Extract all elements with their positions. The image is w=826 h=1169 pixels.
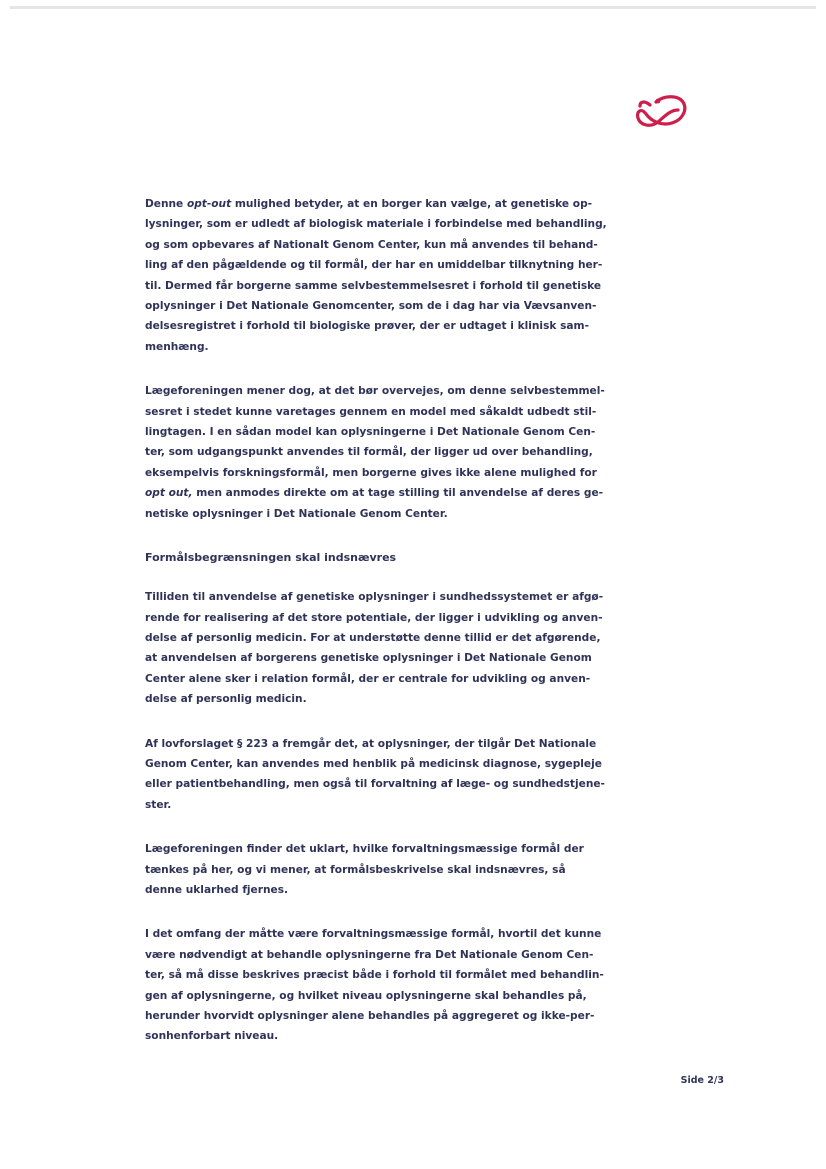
body-paragraph (145, 839, 600, 900)
body-paragraph (145, 194, 607, 357)
text-line (145, 1006, 600, 1026)
text-segment: Lægeforeningen mener dog, at det bør overvejes, om denne selvbestemmel- (145, 385, 605, 398)
text-segment: Tilliden til anvendelse af genetiske oplysninger i sundhedssystemet er afgø- (145, 591, 604, 604)
text-line (145, 648, 600, 668)
text-segment: oplysninger i Det Nationale Genomcenter, som de i dag har via Vævsanven- (145, 300, 597, 313)
text-line (145, 689, 600, 709)
text-segment: at anvendelsen af borgerens genetiske oplysninger i Det Nationale Genom (145, 652, 592, 665)
text-segment: denne uklarhed fjernes. (145, 883, 289, 896)
text-line (145, 880, 600, 900)
text-line (145, 774, 605, 794)
text-line (145, 734, 600, 754)
text-segment: Af lovforslaget § 223 a fremgår det, at oplysninger, der tilgår Det Nationale (145, 737, 597, 750)
text-line (145, 945, 600, 965)
italic-term: opt out, (145, 487, 193, 500)
text-line (145, 255, 603, 275)
body-paragraph (145, 924, 604, 1046)
text-line (145, 608, 603, 628)
text-segment: delsesregistret i forhold til biologiske prøver, der er udtaget i klinisk sam- (145, 320, 589, 333)
text-segment: men anmodes direkte om at tage stilling til anvendelse af deres ge- (192, 487, 604, 500)
body-paragraph (145, 734, 605, 816)
text-line (145, 504, 600, 524)
text-segment: netiske oplysninger i Det Nationale Genom Center. (145, 507, 448, 520)
body-paragraph (145, 587, 604, 709)
text-segment: sonhenforbart niveau. (145, 1030, 279, 1043)
text-line (145, 795, 600, 815)
text-line (145, 316, 600, 336)
text-line (145, 422, 600, 442)
text-line (145, 381, 605, 401)
text-segment: Center alene sker i relation formål, der er centrale for udvikling og anven- (145, 672, 591, 685)
body-paragraph (145, 381, 605, 524)
text-segment: ling af den pågældende og til formål, der har en umiddelbar tilknytning her- (145, 259, 603, 272)
text-segment: Lægeforeningen finder det uklart, hvilke forvaltningsmæssige formål der (145, 843, 584, 856)
text-line (145, 235, 600, 255)
text-segment: I det omfang der måtte være forvaltningsmæssige formål, hvortil det kunne (145, 928, 602, 941)
text-segment: eller patientbehandling, men også til forvaltning af læge- og sundhedstjene- (145, 778, 605, 791)
text-line (145, 587, 604, 607)
text-line (145, 442, 600, 462)
text-line (145, 296, 600, 316)
text-line (145, 337, 600, 357)
text-line (145, 463, 600, 483)
text-line (145, 839, 600, 859)
text-segment: tænkes på her, og vi mener, at formålsbeskrivelse skal indsnævres, så (145, 863, 566, 876)
scan-top-edge (10, 6, 816, 9)
text-segment: og som opbevares af Nationalt Genom Center, kun må anvendes til behand- (145, 238, 598, 251)
text-segment: til. Dermed får borgerne samme selvbestemmelsesret i forhold til genetiske (145, 279, 602, 292)
text-segment: ster. (145, 798, 172, 811)
text-line (145, 483, 604, 503)
text-segment: rende for realisering af det store potentiale, der ligger i udvikling og anven- (145, 611, 603, 624)
text-line (145, 1026, 600, 1046)
text-line (145, 924, 600, 944)
text-segment: delse af personlig medicin. (145, 693, 307, 706)
text-segment: herunder hvorvidt oplysninger alene behandles på aggregeret og ikke-per- (145, 1010, 595, 1022)
text-line (145, 214, 607, 234)
text-segment: være nødvendigt at behandle oplysningerne fra Det Nationale Genom Cen- (145, 948, 594, 961)
text-line (145, 860, 600, 880)
text-segment: Denne (145, 198, 187, 210)
text-line (145, 402, 600, 422)
text-line (145, 754, 600, 774)
text-segment: delse af personlig medicin. For at understøtte denne tillid er det afgørende, (145, 631, 601, 644)
text-segment: sesret i stedet kunne varetages gennem en model med såkaldt udbedt stil- (145, 405, 597, 418)
text-segment: menhæng. (145, 340, 209, 353)
text-line (145, 194, 600, 214)
text-line (145, 986, 600, 1006)
text-segment: lingtagen. I en sådan model kan oplysningerne i Det Nationale Genom Cen- (145, 426, 596, 439)
text-line (145, 628, 600, 648)
page-number: Side 2/3 (680, 1075, 724, 1086)
text-segment: Genom Center, kan anvendes med henblik på medicinsk diagnose, sygepleje (145, 757, 602, 770)
text-segment: ter, som udgangspunkt anvendes til formål, der ligger ud over behandling, (145, 446, 593, 459)
text-line (145, 965, 604, 985)
section-heading: Formålsbegrænsningen skal indsnævres (145, 551, 397, 565)
italic-term: opt-out (186, 198, 232, 210)
text-segment: mulighed betyder, at en borger kan vælge, at genetiske op- (231, 198, 593, 210)
text-line (145, 276, 600, 296)
text-segment: lysninger, som er udledt af biologisk materiale i forbindelse med behandling, (145, 218, 607, 231)
text-line (145, 669, 600, 689)
text-segment: eksempelvis forskningsformål, men borgerne gives ikke alene mulighed for (145, 466, 597, 479)
text-segment: ter, så må disse beskrives præcist både i forhold til formålet med behandlin- (145, 969, 604, 982)
text-segment: gen af oplysningerne, og hvilket niveau oplysningerne skal behandles på, (145, 989, 587, 1002)
letter-body (145, 194, 607, 1071)
serpent-logo-icon (634, 92, 690, 134)
